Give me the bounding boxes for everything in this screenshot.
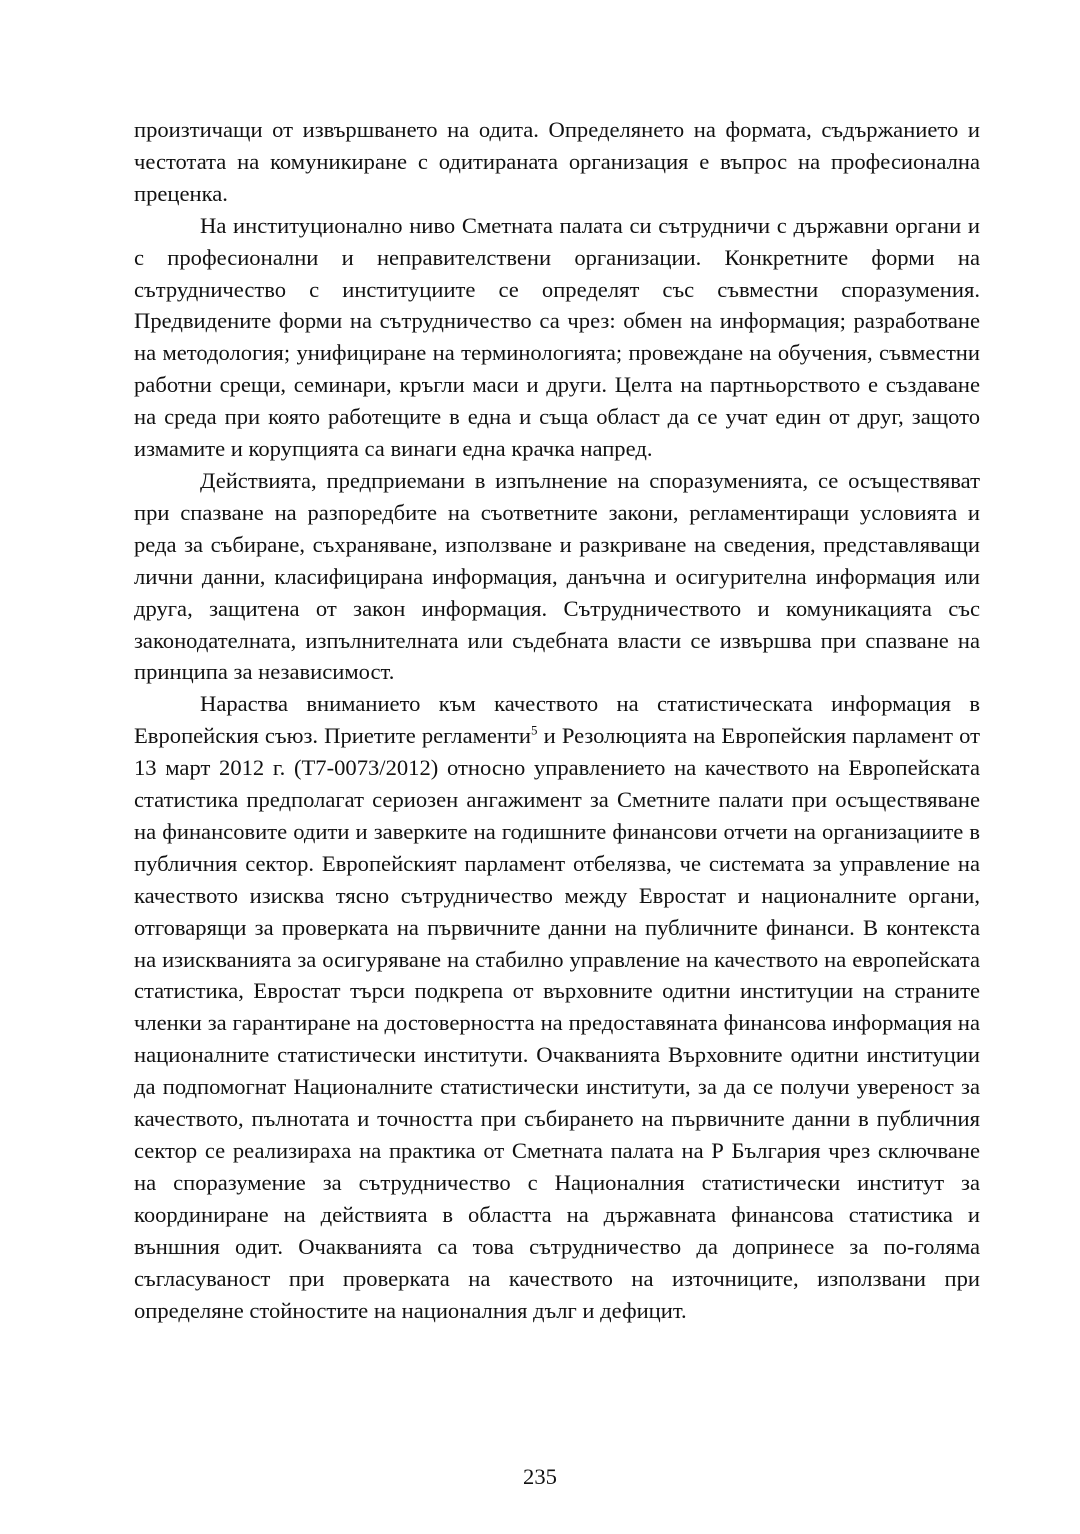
paragraph-statistics-text-after-note: и Резолюцията на Европейския парламент от 13 март 2012 г. (Т7-0073/2012) относно управлението на качеството на Европейската статистика предполагат сериозен ангажимент за Сметните палати при осъществяване на финансовите одити и заверките на годишните финансови отчети на организациите в публичния сектор. Европейският парламент отбелязва, че системата за управление на качеството изисква тясно сътрудничество между Евростат и националните органи, отговарящи за проверката на първичните данни на публичните финанси. В контекста на изискванията за осигуряване на стабилно управление на качеството на европейската статистика, Евростат търси подкрепа от върховните одитни институции на страните членки за гарантиране на достоверността на предоставяната финансова информация на националните статистически институти. Очакванията Върховните одитни институции да подпомогнат Националните статистически институти, за да се получи увереност за качеството, пълнотата и точността при събирането на първичните данни в публичния сектор се реализираха на практика от Сметната палата на Р България чрез сключване на споразумение за сътрудничество с Националния статистически институт за координиране на действията в областта на държавната финансова статистика и външния одит. Очакванията са това сътрудничество да допринесе за по-голяма съгласуваност при проверката на качеството на източниците, използвани при определяне стойностите на националния дълг и дефицит. <box>134 723 980 1323</box>
paragraph-statistics-quality <box>134 688 980 1326</box>
footnote-reference: 5 <box>531 722 538 738</box>
body-text <box>134 114 980 1326</box>
paragraph-agreements-actions: Действията, предприемани в изпълнение на споразуменията, се осъществяват при спазване на разпоредбите на съответните закони, регламентиращи условията и реда за събиране, съхраняване, използване и разкриване на сведения, представляващи лични данни, класифицирана информация, данъчна и осигурителна информация или друга, защитена от закон информация. Сътрудничеството и комуникацията със законодателната, изпълнителната или съдебната власти се извършва при спазване на принципа за независимост. <box>134 467 980 685</box>
paragraph-statistics-text-before-note: Нараства вниманието към качеството на статистическата информация в Европейския съюз. Приетите регламенти <box>134 691 980 749</box>
paragraph-institutional-cooperation: На институционално ниво Сметната палата си сътрудничи с държавни органи и с професионални и неправителствени организации. Конкретните форми на сътрудничество с институциите се определят със съвместни споразумения. Предвидените форми на сътрудничество са чрез: обмен на информация; разработване на методология; унифициране на терминологията; провеждане на обучения, съвместни работни срещи, семинари, кръгли маси и други. Целта на партньорството е създаване на среда при която работещите в една и съща област да се учат един от друг, защото измамите и корупцията са винаги една крачка напред. <box>134 212 980 462</box>
paragraph-continuation: произтичащи от извършването на одита. Определянето на формата, съдържанието и честотата на комуникиране с одитираната организация е въпрос на професионална преценка. <box>134 117 980 206</box>
page-number: 235 <box>523 1464 557 1489</box>
